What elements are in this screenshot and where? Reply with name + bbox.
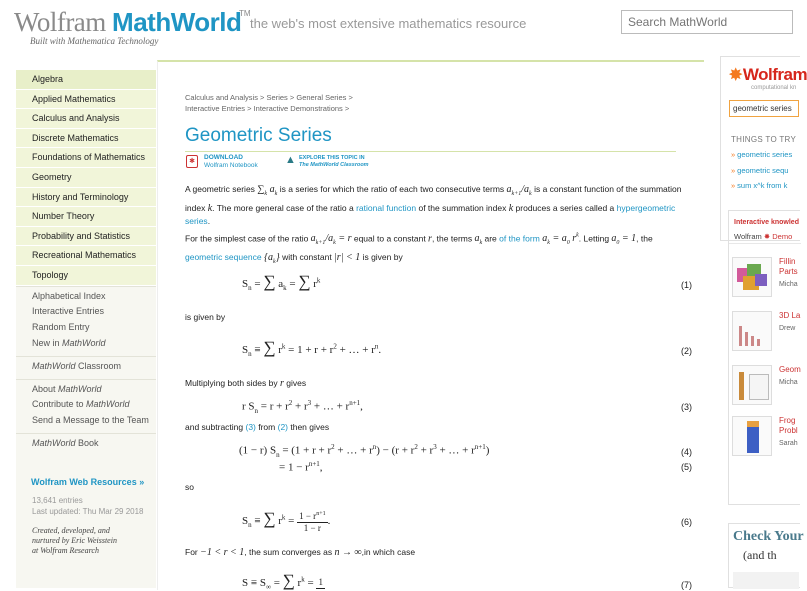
demo-author: Drew [779, 325, 796, 332]
text: , the [636, 233, 653, 244]
text: is a series for which the ratio of each two consecutive terms [279, 184, 507, 194]
download-sub-label: Wolfram Notebook [204, 161, 258, 169]
about-label: About [32, 383, 59, 394]
text: is given by [360, 251, 403, 262]
demo-thumbnail [732, 365, 772, 405]
credits-line: at Wolfram Research [32, 546, 99, 555]
text: , the terms [431, 233, 475, 244]
demo-item[interactable] [732, 365, 800, 405]
math-inline: $a_{k+1}/a_k = r$ [310, 233, 352, 247]
text: . The more general case of the ratio a [212, 202, 357, 213]
suggestion-label: geometric sequ [737, 166, 789, 175]
logo-trademark: TM [239, 9, 251, 18]
math-inline: $a_k = a_0$ $r^k$ [539, 233, 579, 247]
equation-number: (1) [681, 280, 692, 290]
demo-item[interactable] [732, 257, 800, 297]
suggestion-link[interactable] [731, 150, 792, 159]
contribute-label: Contribute to [32, 399, 87, 410]
brand-text: Wolfram [734, 232, 764, 241]
sidebar-item-classroom[interactable] [16, 359, 156, 375]
main-content [157, 60, 704, 590]
math-inline: n → ∞ [334, 547, 362, 558]
text: , the sum converges as [244, 547, 335, 557]
intro-paragraph [185, 183, 685, 229]
wolfram-alpha-logo[interactable] [729, 65, 807, 85]
equation-number: (3) [681, 402, 692, 412]
text: equal to a constant [351, 233, 429, 244]
demo-author: Micha [779, 379, 798, 386]
mathworld-italic: MathWorld [32, 437, 76, 448]
credits-line: nurtured by Eric Weisstein [32, 536, 117, 545]
explore-label: EXPLORE THIS TOPIC IN [299, 155, 365, 161]
sidebar-item-algebra[interactable]: Algebra [16, 70, 156, 90]
new-in-label: New in [32, 337, 63, 348]
sidebar-item-about[interactable] [16, 382, 156, 398]
thumb-bar [751, 336, 754, 346]
title-divider [185, 151, 676, 152]
explore-classroom-link[interactable] [299, 155, 369, 169]
equation-3-link[interactable]: (3) [245, 422, 256, 432]
breadcrumb [185, 92, 395, 114]
sidebar-item-new-in-mathworld[interactable] [16, 336, 156, 352]
classroom-nav [16, 356, 156, 379]
mathworld-italic: MathWorld [58, 383, 102, 394]
demo-title: Geom [779, 365, 801, 374]
site-tagline: the web's most extensive mathematics resource [250, 16, 527, 31]
thumb-bar [747, 421, 759, 427]
entry-count: 13,641 entries [32, 496, 83, 505]
browse-nav [16, 286, 156, 356]
text: gives [283, 378, 307, 388]
thumb-panel [749, 374, 769, 400]
thumb-bar [739, 372, 744, 400]
demo-title: 3D La [779, 311, 801, 320]
logo-tagline: Built with Mathematica Technology [30, 36, 159, 46]
text: Multiplying both sides by [185, 378, 280, 388]
demo-star-icon: ✸ [763, 232, 773, 241]
equation-5: = $1 - r^{n+1}$, [279, 460, 323, 474]
demo-title-line: Frog [779, 416, 796, 425]
demo-thumbnail [732, 416, 772, 456]
text: . Letting [578, 233, 612, 244]
text: . [207, 216, 211, 226]
book-nav [16, 433, 156, 456]
equation-6: $S_n$ ≡ ∑ $r^k$ = $1 - r^{n+1}$ 1 − r. [242, 509, 331, 533]
breadcrumb-link[interactable]: Series [266, 93, 288, 102]
equation-1: $S_n$ = ∑ $a_k$ = ∑ $r^k$ [242, 272, 321, 293]
equation-number: (6) [681, 517, 692, 527]
mathworld-italic: MathWorld [32, 360, 76, 371]
wolfram-alpha-input[interactable] [729, 100, 799, 117]
subtract-paragraph [185, 421, 685, 435]
about-nav [16, 379, 156, 433]
sidebar-item-book[interactable] [16, 436, 156, 452]
classroom-label: Classroom [75, 360, 122, 371]
math-inline: $a_0 = 1$ [611, 233, 637, 247]
breadcrumb-sep: > [257, 93, 267, 102]
sidebar-item-random-entry[interactable]: Random Entry [32, 322, 90, 333]
page-title: Geometric Series [185, 125, 332, 146]
suggestion-label: geometric series [737, 150, 793, 159]
sidebar-item-geometry[interactable]: Geometry [16, 168, 156, 188]
demonstrations-brand [734, 232, 792, 241]
book-label: Book [75, 437, 99, 448]
sidebar-item-alphabetical-index[interactable]: Alphabetical Index [32, 290, 106, 301]
math-inline: −1 < r < 1 [200, 547, 245, 558]
demo-title-line: Fillin [779, 257, 796, 266]
text: with constant [279, 251, 335, 262]
equation-number: (5) [681, 462, 692, 472]
sidebar-item-foundations[interactable]: Foundations of Mathematics [16, 148, 156, 168]
breadcrumb-sep: > [287, 93, 297, 102]
mathworld-logo[interactable] [14, 7, 241, 38]
of-the-form-link[interactable]: of the form [499, 233, 540, 244]
download-notebook-link[interactable] [204, 154, 258, 169]
text: then gives [288, 422, 330, 432]
demo-thumbnail [732, 311, 772, 351]
mathworld-italic: MathWorld [62, 337, 106, 348]
equation-3: r $S_n = r + r^2 + r^3$ + … + $r^{n+1}$, [242, 399, 363, 415]
logo-wolfram-text: Wolfram [14, 7, 113, 37]
sidebar-item-probability[interactable]: Probability and Statistics [16, 227, 156, 247]
sidebar-item-contribute[interactable] [16, 397, 156, 413]
thumb-bar [739, 326, 742, 346]
breadcrumb-link[interactable]: General Series [296, 93, 347, 102]
bullet-icon: » [731, 181, 736, 190]
demo-title-line: Probl [779, 426, 798, 435]
text-line: is given by [185, 312, 226, 322]
text: For the simplest case of the ratio [185, 233, 311, 244]
text: is a constant function of the summation index [185, 184, 682, 213]
sidebar-item-interactive-entries[interactable]: Interactive Entries [32, 306, 105, 317]
sidebar-item-calculus-and-analysis[interactable]: Calculus and Analysis [16, 109, 156, 129]
math-inline: $\sum_k$ $a_k$ [257, 184, 278, 197]
sidebar-item-topology[interactable]: Topology [16, 266, 156, 286]
math-inline: $a_{k+1}/a_k$ [506, 184, 532, 197]
text: A geometric series [185, 184, 258, 194]
notebook-icon: ✱ [186, 155, 198, 168]
text: are [482, 233, 500, 244]
check-your-answers-banner[interactable] [728, 523, 804, 588]
bullet-icon: » [731, 166, 736, 175]
math-inline: $\{a_k\}$ [261, 251, 280, 265]
thumb-bar [757, 339, 760, 346]
math-inline: k [207, 202, 213, 214]
demo-title [779, 416, 798, 436]
text: ,in which case [361, 547, 416, 557]
subject-nav [16, 70, 156, 286]
text-line: so [185, 482, 194, 492]
demo-item[interactable] [732, 311, 800, 351]
header [0, 0, 800, 50]
suggestion-link[interactable] [731, 181, 787, 190]
sidebar-item-recreational[interactable]: Recreational Mathematics [16, 246, 156, 266]
demo-item[interactable] [732, 416, 800, 456]
download-label: DOWNLOAD [204, 154, 243, 161]
right-column [720, 56, 807, 588]
suggestion-label: sum x^k from k [737, 181, 788, 190]
explore-sub-label: The MathWorld Classroom [299, 162, 369, 168]
banner-title: Check Your [733, 529, 804, 544]
math-inline: $a_k$ [474, 233, 483, 247]
equation-2: $S_n$ ≡ ∑ $r^k = 1 + r + r^2$ + … + $r^n$. [242, 338, 382, 359]
demo-title [779, 257, 798, 277]
wolfram-star-icon: ✸ [729, 67, 742, 84]
demo-thumbnail [732, 257, 772, 297]
math-inline: |r| < 1 [334, 251, 361, 263]
things-to-try-heading: THINGS TO TRY [731, 135, 797, 144]
classroom-icon: ▲ [285, 154, 296, 166]
sidebar-item-applied-mathematics[interactable]: Applied Mathematics [16, 90, 156, 110]
demo-author: Sarah [779, 440, 798, 447]
breadcrumb-sep: > [245, 104, 254, 113]
thumb-bar [745, 332, 748, 346]
text: of the summation index [416, 202, 509, 213]
math-inline: r [428, 233, 432, 245]
demo-author: Micha [779, 281, 798, 288]
equation-4: (1 − r) $S_n = (1 + r + r^2$ + … + $r^n) - (r + r^2 + r^3$ + … + $r^{n+1}$) [239, 443, 490, 459]
bullet-icon: » [731, 150, 736, 159]
equation-number: (2) [681, 346, 692, 356]
rational-function-link[interactable]: rational function [356, 202, 417, 213]
math-inline: r [279, 378, 284, 389]
multiply-paragraph [185, 377, 685, 391]
web-resources-link[interactable]: Wolfram Web Resources » [31, 477, 145, 487]
text: from [255, 422, 278, 432]
search-input[interactable] [621, 10, 793, 34]
logo-mathworld-text: MathWorld [112, 7, 242, 37]
suggestion-link[interactable] [731, 166, 788, 175]
wolfram-alpha-subtitle: computational kn [751, 85, 797, 91]
converge-paragraph [185, 546, 685, 560]
banner-subtitle: (and th [743, 548, 777, 562]
equation-2-link[interactable]: (2) [277, 422, 288, 432]
sidebar-item-history[interactable]: History and Terminology [16, 188, 156, 208]
hypergeometric-series-link[interactable]: hypergeometric series [185, 202, 676, 226]
mathworld-italic: MathWorld [86, 399, 130, 410]
geometric-sequence-link[interactable]: geometric sequence [185, 251, 262, 262]
text: produces a series called a [513, 202, 617, 213]
breadcrumb-link[interactable]: Interactive Entries [185, 104, 246, 113]
sidebar-item-number-theory[interactable]: Number Theory [16, 207, 156, 227]
breadcrumb-link[interactable]: Calculus and Analysis [185, 93, 258, 102]
equation-number: (4) [681, 447, 692, 457]
sidebar-item-send-message[interactable]: Send a Message to the Team [32, 415, 149, 426]
breadcrumb-sep: > [342, 104, 350, 113]
text: For [185, 547, 201, 557]
wolfram-alpha-label: Wolfram [742, 65, 807, 84]
equation-number: (7) [681, 580, 692, 590]
demonstrations-heading: Interactive knowled [734, 219, 799, 226]
divider [729, 243, 801, 244]
equation-7: $S \equiv S_\infty$ = ∑ $r^k$ = 1 [242, 571, 323, 591]
thumb-shape [755, 274, 767, 286]
simplest-case-paragraph [185, 230, 685, 269]
sidebar-item-discrete-mathematics[interactable]: Discrete Mathematics [16, 129, 156, 149]
breadcrumb-link[interactable]: Interactive Demonstrations [253, 104, 343, 113]
demonstrations-box [728, 210, 800, 505]
brand-suffix: Demo [772, 232, 793, 241]
math-inline: k [508, 202, 514, 214]
breadcrumb-sep: > [346, 93, 353, 102]
demo-title-line: Parts [779, 267, 798, 276]
credits [32, 526, 152, 556]
banner-image [733, 572, 799, 589]
last-updated: Last updated: Thu Mar 29 2018 [32, 507, 144, 516]
text: and subtracting [185, 422, 246, 432]
credits-line: Created, developed, and [32, 526, 110, 535]
